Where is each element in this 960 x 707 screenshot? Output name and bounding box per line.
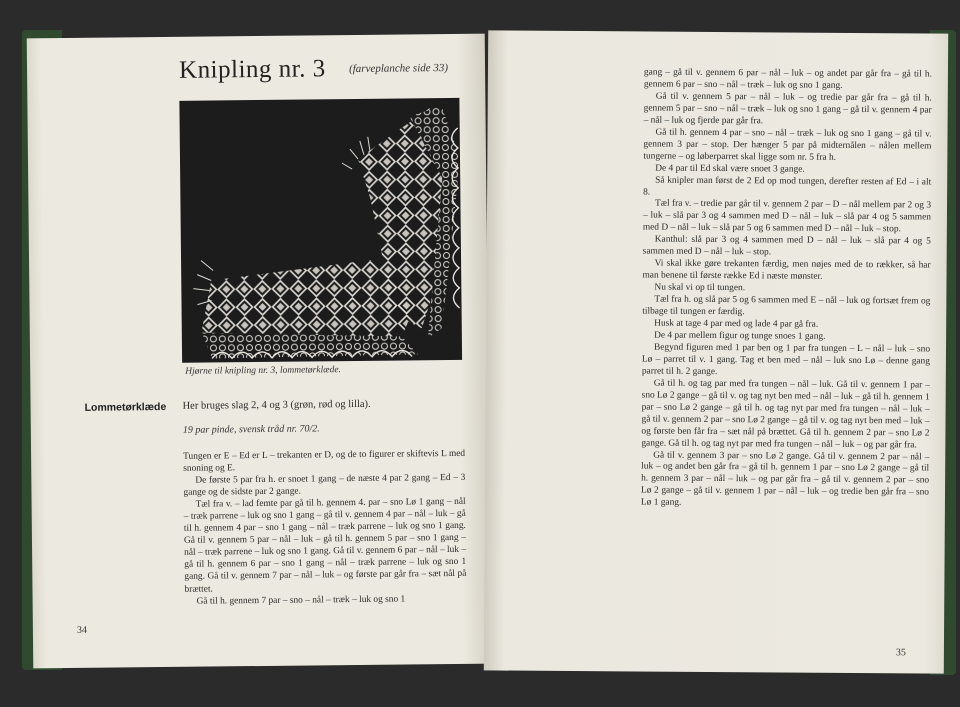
paragraph: Gå til v. gennem 5 par – nål – luk – og tredie par går fra – gå til h. gennem 5 par – sno – nål – træk – luk og sno 1 gang – gå til v. gennem 4 par – nål – luk og fjerde par går fra.: [643, 91, 932, 127]
left-body-text: [183, 448, 467, 608]
lace-photo: [179, 98, 462, 363]
right-page: [484, 30, 948, 673]
lace-corner-illustration: [179, 98, 462, 363]
paragraph: Tæl fra v. – tredie par går til v. gennem 2 par – D – nål mellem par 2 og 3 – luk – slå par 3 og 4 sammen med D – nål – luk – slå par 4 og 5 sammen med D – nål – luk – slå par 5 og 6 sammen med D – nål – luk – stop.: [642, 199, 932, 235]
paragraph: Nu skal vi op til tungen.: [654, 282, 746, 294]
paragraph: Vi skal ikke gøre trekanten færdig, men nøjes med de to rækker, så har man benene til første række Ed i næste mønster.: [642, 258, 931, 282]
paragraph: De første 5 par fra h. er snoet 1 gang – de næste 4 par 2 gang – Ed – 3 gange og de sidste par 2 gange.: [183, 472, 466, 498]
paragraph: gang – gå til v. gennem 6 par – nål – luk – og andet par går fra – gå til h. gennem 6 par – sno – nål – træk – luk og sno 1 gang.: [643, 67, 932, 91]
page-number: 35: [895, 647, 906, 659]
paragraph: Tæl fra v. – lad femte par gå til h. gennem 4. par – sno Lø 1 gang – nål – træk parrene – luk og sno 1 gang – gå til v. gennem 4 par – nål – luk – gå til h. gennem 4 par – sno 1 gang – nål – træk parrene – luk og sno 1 gang. Gå til v. gennem 5 par – nål – luk – gå til h. gennem 5 par – sno 1 gang – nål – træk parrene – luk og sno 1 gang. Gå til v. gennem 6 par – nål – luk – gå til h. gennem 6 par – sno 1 gang – nål – træk parrene – luk og sno 1 gang. Gå til v. gennem 7 par – nål – luk – og første par går fra – sæt nål på brættet.: [183, 497, 467, 595]
paragraph: Så knipler man først de 2 Ed op mod tungen, derefter resten af Ed – i alt 8.: [643, 175, 932, 198]
page-number: 34: [76, 624, 87, 636]
paragraph: De 4 par til Ed skal være snoet 3 gange.: [655, 163, 805, 175]
paragraph: Tungen er E – Ed er L – trekanten er D, og de to figurer er skiftevis L med snoning og E.: [183, 448, 466, 474]
paragraph: Gå til h. gennem 4 par – sno – nål – træk – luk og sno 1 gang – gå til v. gennem 3 par – stop. Der hænger 5 par på midternålen – nålen mellem tungerne – og løberparret skal ligge som nr. 5 fra h.: [643, 127, 932, 163]
photo-caption: Hjørne til knipling nr. 3, lommetørklæde.: [185, 365, 341, 377]
paragraph: Gå til h. gennem 7 par – sno – nål – træk – luk og sno 1: [196, 594, 406, 607]
title-reference: (farveplanche side 33): [348, 62, 449, 76]
section-heading: Lommetørklæde: [84, 400, 167, 414]
left-page: [27, 34, 492, 669]
paragraph: Husk at tage 4 par med og lade 4 par gå fra.: [654, 318, 819, 330]
right-body-text: [641, 67, 932, 511]
paragraph: De 4 par mellem figur og tunge snoes 1 gang.: [654, 330, 826, 342]
paragraph: Gå til h. og tag par med fra tungen – nål – luk. Gå til v. gennem 1 par – sno Lø 2 gange – gå til v. og tag nyt ben med – nål – luk – gå til h. gennem 1 par – sno Lø 2 gange – gå til h. og tag nyt par med fra tungen – nål – luk – gå til v. gennem 2 par – sno Lø 2 gange – gå til v. og tag nyt ben med – luk – og første ben får fra – sæt nål på brættet. Gå til h. gennem 2 par – sno Lø 2 gange. Gå til h. og tag nyt par med fra tungen – nål – luk – og par går fra.: [641, 378, 930, 450]
paragraph: Begynd figuren med 1 par ben og 1 par fra tungen – L – nål – luk – sno Lø – parret til v. 1 gang. Tag et ben med – nål – luk sno Lø – denne gang parret til h. 2 gange.: [641, 342, 931, 377]
intro-text: Her bruges slag 2, 4 og 3 (grøn, rød og lilla).: [182, 398, 371, 412]
paragraph: Kanthul: slå par 3 og 4 sammen med D – nål – luk – slå par 4 og 5 sammen med D – nål – luk – stop.: [642, 234, 931, 258]
paragraph: Gå til v. gennem 3 par – sno Lø 2 gange. Gå til v. gennem 2 par – nål – luk – og andet ben går fra – gå til h. gennem 1 par – sno Lø 2 gange – gå til h. gennem 3 par – nål – luk – og par går fra – gå til v. gennem 2 par – sno Lø 2 gange – gå til v. gennem 1 par – nål – luk – og tredie ben går fra – sno Lø 1 gang.: [640, 450, 930, 509]
materials-text: 19 par pinde, svensk tråd nr. 70/2.: [182, 423, 320, 436]
paragraph: Tæl fra h. og slå par 5 og 6 sammen med E – nål – luk og fortsæt frem og tilbage til tungen er færdig.: [642, 294, 931, 318]
page-title: Knipling nr. 3: [178, 55, 326, 84]
